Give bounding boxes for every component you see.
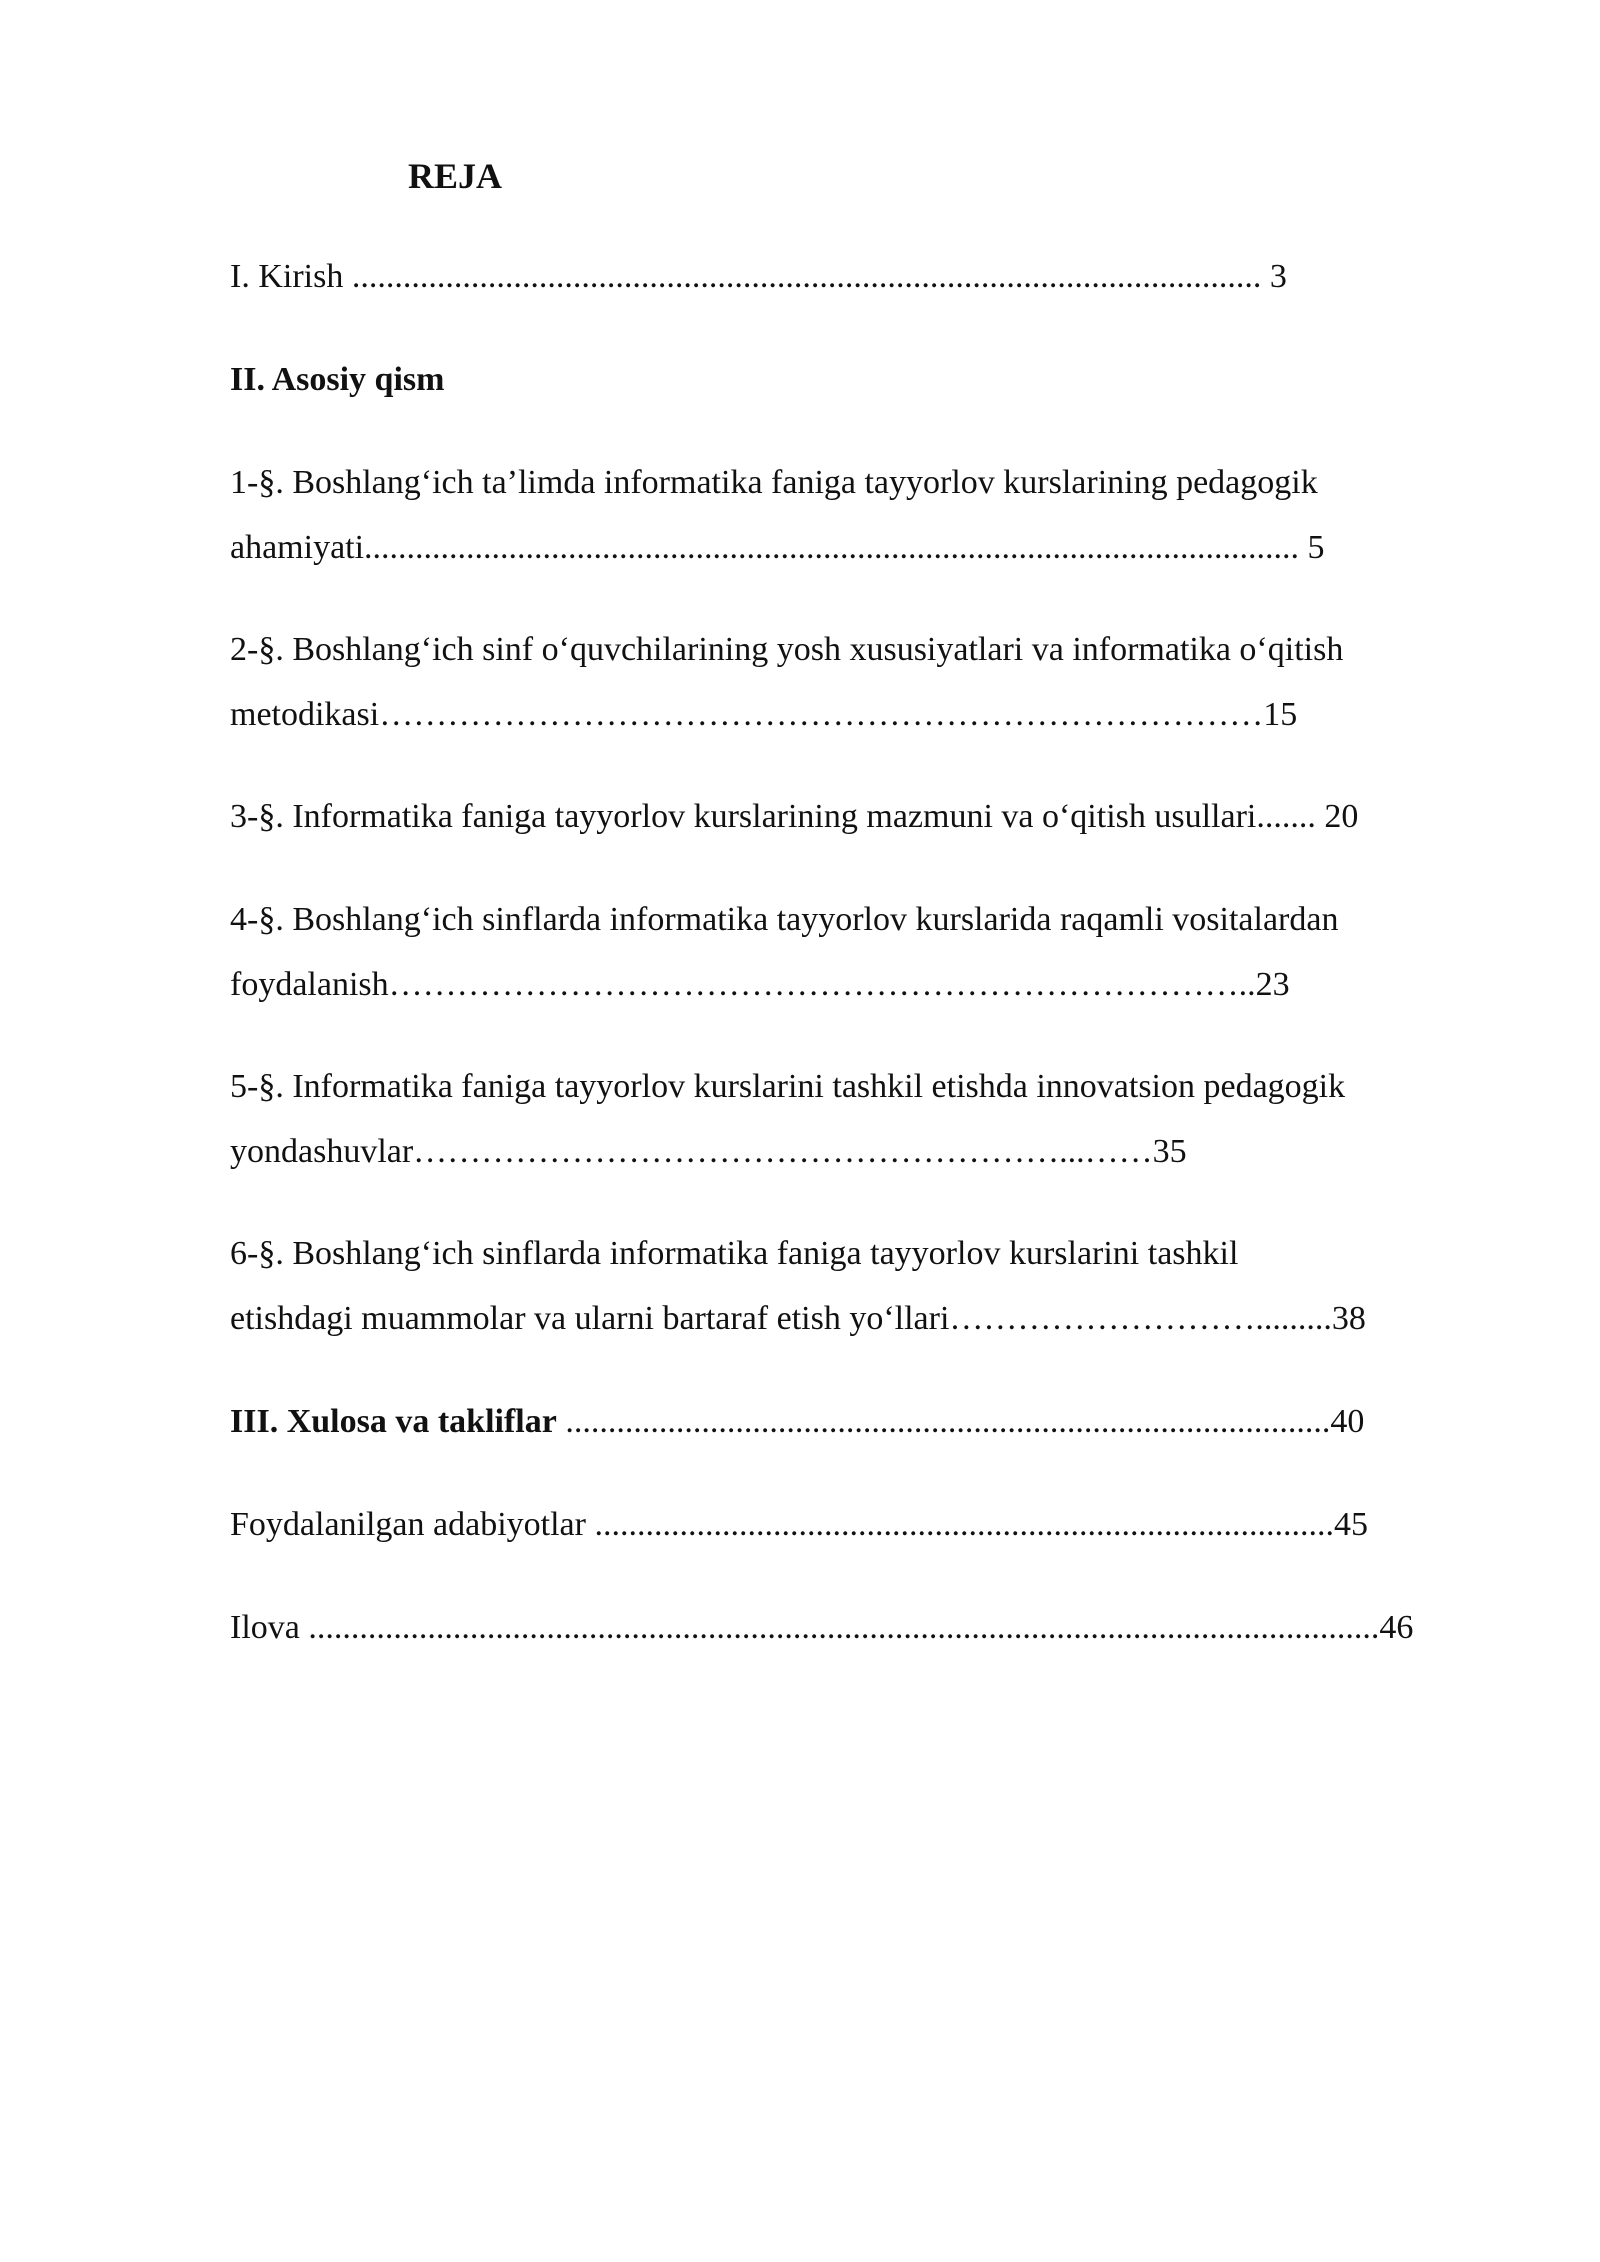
- toc-entry-section-3: 3-§. Informatika faniga tayyorlov kurslarining mazmuni va o‘qitish usullari....... 20: [230, 798, 1359, 835]
- toc-entry-section-4-line-2: foydalanish…………………………………………………………………..23: [230, 966, 1290, 1003]
- toc-entry-section-6-line-2: etishdagi muammolar va ularni bartaraf etish yo‘llari……………………….........38: [230, 1300, 1366, 1337]
- toc-entry-section-1-line-1: 1-§. Boshlang‘ich ta’limda informatika faniga tayyorlov kurslarining pedagogik: [230, 464, 1318, 501]
- toc-entry-kirish: I. Kirish ........................................................................................................... 3: [230, 258, 1287, 295]
- toc-entry-xulosa-leader: ..........................................................................................40: [556, 1403, 1365, 1440]
- toc-entry-section-5-line-1: 5-§. Informatika faniga tayyorlov kurslarini tashkil etishda innovatsion pedagogik: [230, 1068, 1346, 1105]
- toc-entry-section-5-line-2: yondashuvlar…………………………………………………...……35: [230, 1133, 1187, 1170]
- toc-entry-adabiyotlar: Foydalanilgan adabiyotlar .......................................................................................45: [230, 1506, 1368, 1543]
- toc-entry-section-1-line-2: ahamiyati.............................................................................................................. 5: [230, 529, 1325, 566]
- toc-entry-section-2-line-1: 2-§. Boshlang‘ich sinf o‘quvchilarining yosh xususiyatlari va informatika o‘qitish: [230, 631, 1344, 668]
- toc-entry-xulosa: [230, 1398, 1492, 1446]
- toc-entry-xulosa-label: III. Xulosa va takliflar: [230, 1403, 557, 1440]
- toc-heading-asosiy-qism: II. Asosiy qism: [230, 361, 445, 398]
- toc-entry-ilova: Ilova ..............................................................................................................................46: [230, 1609, 1414, 1646]
- toc-entry-section-4-line-1: 4-§. Boshlang‘ich sinflarda informatika tayyorlov kurslarida raqamli vositalardan: [230, 901, 1339, 938]
- toc-entry-section-2-line-2: metodikasi……………………………………………………………………15: [230, 696, 1298, 733]
- page-title: REJA: [408, 156, 503, 196]
- toc-entry-section-6-line-1: 6-§. Boshlang‘ich sinflarda informatika faniga tayyorlov kurslarini tashkil: [230, 1235, 1239, 1272]
